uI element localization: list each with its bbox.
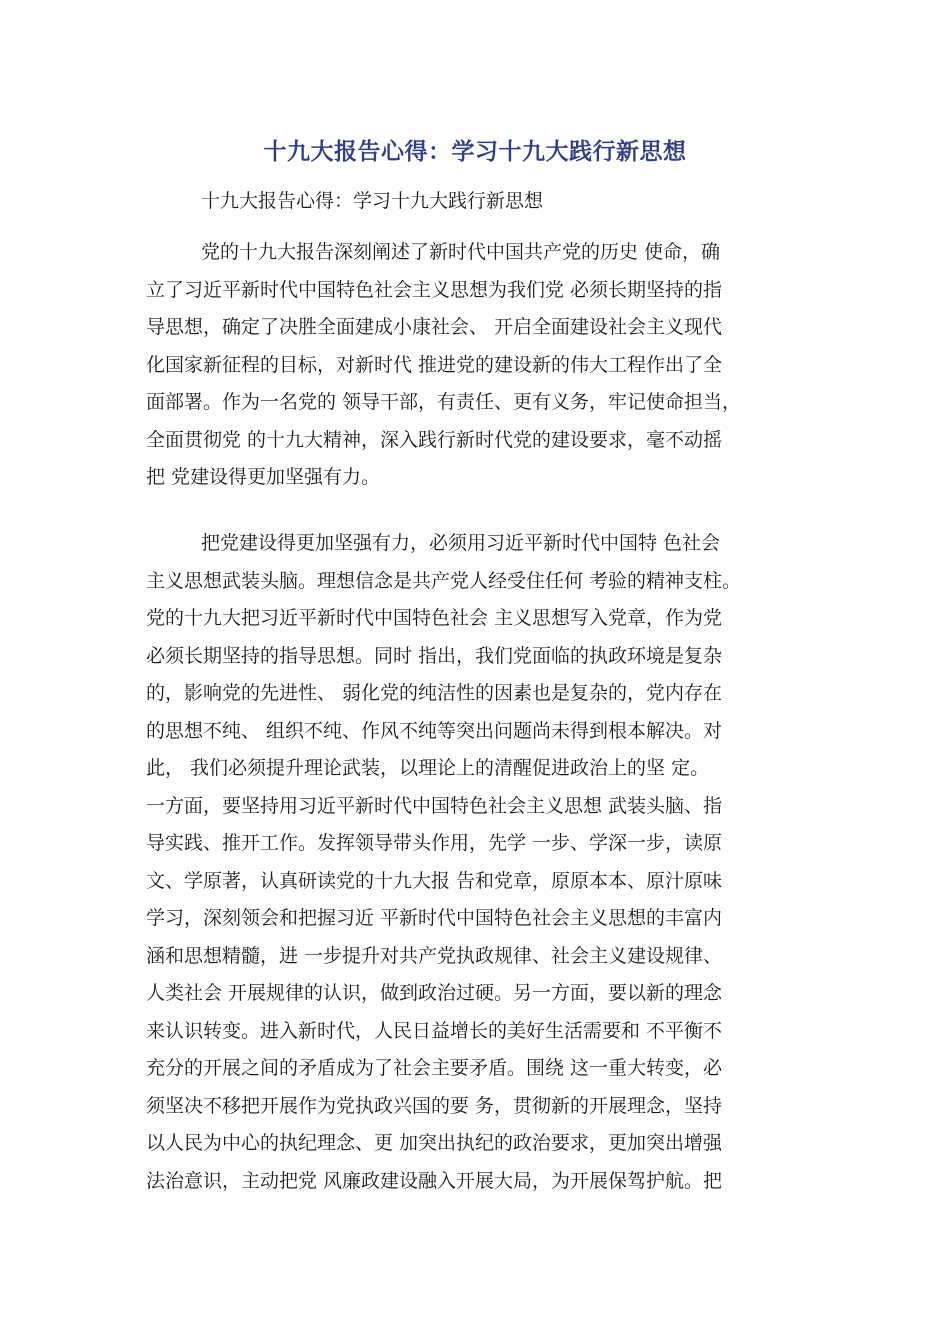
text-line: 必须长期坚持的指导思想。同时 指出，我们党面临的执政环境是复杂: [146, 644, 723, 667]
text-line: 导思想，确定了决胜全面建成小康社会、 开启全面建设社会主义现代: [146, 316, 723, 338]
text-line: 充分的开展之间的矛盾成为了社会主要矛盾。围绕 这一重大转变，必: [146, 1057, 723, 1079]
text-line: 立了习近平新时代中国特色社会主义思想为我们党 必须长期坚持的指: [146, 278, 723, 301]
text-line: 来认识转变。进入新时代，人民日益增长的美好生活需要和 不平衡不: [146, 1019, 723, 1042]
text-line: 导实践、推开工作。发挥领导带头作用，先学 一步、学深一步，读原: [146, 832, 723, 854]
paragraph-2: [146, 525, 806, 1200]
text-line: 涵和思想精髓，进 一步提升对共产党执政规律、社会主义建设规律、: [146, 944, 723, 967]
text-line: 以人民为中心的执纪理念、更 加突出执纪的政治要求，更加突出增强: [146, 1132, 723, 1154]
document-title: 十九大报告心得：学习十九大践行新思想: [263, 139, 687, 165]
text-line: 党的十九大报告深刻阐述了新时代中国共产党的历史 使命，确: [201, 241, 721, 263]
text-line: 的思想不纯、 组织不纯、作风不纯等突出问题尚未得到根本解决。对: [146, 719, 723, 742]
text-line: 面部署。作为一名党的 领导干部，有责任、更有义务，牢记使命担当，: [146, 391, 742, 413]
text-line: 学习，深刻领会和把握习近 平新时代中国特色社会主义思想的丰富内: [146, 907, 723, 929]
text-line: 把 党建设得更加坚强有力。: [146, 466, 381, 488]
document-subtitle: 十九大报告心得：学习十九大践行新思想: [201, 190, 544, 212]
paragraph-1: [146, 234, 806, 497]
text-line: 把党建设得更加坚强有力，必须用习近平新时代中国特 色社会: [201, 532, 721, 554]
text-line: 文、学原著，认真研读党的十九大报 告和党章，原原本本、原汁原味: [146, 869, 723, 892]
text-line: 全面贯彻党 的十九大精神，深入践行新时代党的建设要求，毫不动摇: [146, 428, 723, 451]
text-line: 的，影响党的先进性、 弱化党的纯洁性的因素也是复杂的，党内存在: [146, 682, 723, 704]
text-line: 主义思想武装头脑。理想信念是共产党人经受住任何 考验的精神支柱。: [146, 569, 742, 592]
text-line: 化国家新征程的目标，对新时代 推进党的建设新的伟大工程作出了全: [146, 353, 723, 376]
text-line: 法治意识，主动把党 风廉政建设融入开展大局，为开展保驾护航。把: [146, 1169, 723, 1192]
text-line: 人类社会 开展规律的认识，做到政治过硬。另一方面，要以新的理念: [146, 982, 723, 1004]
text-line: 党的十九大把习近平新时代中国特色社会 主义思想写入党章，作为党: [146, 607, 723, 629]
text-line: 一方面，要坚持用习近平新时代中国特色社会主义思想 武装头脑、指: [146, 794, 723, 817]
text-line: 须坚决不移把开展作为党执政兴国的要 务，贯彻新的开展理念，坚持: [146, 1094, 723, 1117]
text-line: 此， 我们必须提升理论武装，以理论上的清醒促进政治上的坚 定。: [146, 757, 710, 779]
